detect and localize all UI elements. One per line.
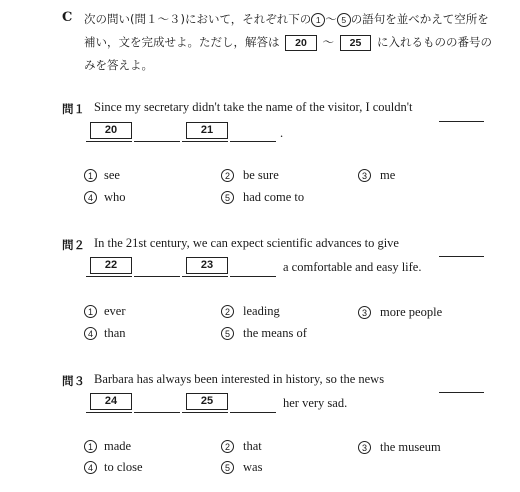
circled-number: 5 (337, 13, 351, 27)
option-text: than (104, 326, 126, 340)
answer-box: 20 (90, 122, 132, 139)
instruction-text: ～ (322, 35, 334, 49)
option-text: was (243, 460, 263, 474)
option-number: 4 (84, 461, 97, 474)
option-number: 4 (84, 327, 97, 340)
option-number: 1 (84, 440, 97, 453)
blank-line (230, 276, 276, 277)
option-number: 3 (358, 441, 371, 454)
option-text: more people (380, 305, 443, 319)
sentence-end: a comfortable and easy life. (283, 260, 422, 274)
blank-line (134, 141, 180, 142)
option-number: 4 (84, 191, 97, 204)
option-text: see (104, 168, 120, 182)
answer-box-start: 20 (285, 35, 317, 51)
option-number: 3 (358, 169, 371, 182)
option-text: had come to (243, 190, 305, 204)
option-number: 5 (221, 461, 234, 474)
blank-line (134, 276, 180, 277)
option-text: the means of (243, 326, 307, 340)
instruction-text: の語句を並べかえて空所を (350, 12, 489, 26)
option-text: be sure (243, 168, 279, 182)
option-number: 3 (358, 306, 371, 319)
option-text: ever (104, 304, 126, 318)
option-text: to close (104, 460, 143, 474)
option-text: that (243, 439, 262, 453)
circled-number: 1 (311, 13, 325, 27)
option-number: 1 (84, 305, 97, 318)
option-text: who (104, 190, 126, 204)
option-number: 5 (221, 327, 234, 340)
answer-box-end: 25 (340, 35, 372, 51)
blank-line (230, 141, 276, 142)
blank-line (230, 412, 276, 413)
blank-line (86, 412, 132, 413)
blank-line (439, 256, 484, 257)
blank-line (86, 141, 132, 142)
option-number: 1 (84, 169, 97, 182)
blank-line (86, 276, 132, 277)
instruction-text: に入れるものの番号の (377, 35, 492, 49)
instruction-text: 次の問い(問１～３)において，それぞれ下の (84, 12, 312, 26)
answer-box: 22 (90, 257, 132, 274)
option-text: leading (243, 304, 280, 318)
answer-box: 24 (90, 393, 132, 410)
option-text: me (380, 168, 396, 182)
answer-box: 23 (186, 257, 228, 274)
sentence-end: . (280, 126, 284, 140)
blank-line (182, 412, 228, 413)
blank-line (134, 412, 180, 413)
option-number: 5 (221, 191, 234, 204)
question-text: Since my secretary didn't take the name of the visitor, I couldn't (94, 100, 413, 114)
section-label: C (62, 10, 73, 25)
sentence-end: her very sad. (283, 396, 348, 410)
blank-line (182, 141, 228, 142)
question-text: Barbara has always been interested in history, so the news (94, 372, 385, 386)
question-label: 問２ (62, 238, 85, 252)
option-number: 2 (221, 440, 234, 453)
instruction-text: ～ (325, 12, 337, 26)
instruction-text: 補い，文を完成せよ。ただし，解答は (84, 35, 280, 49)
question-label: 問３ (62, 374, 85, 388)
option-number: 2 (221, 169, 234, 182)
option-text: made (104, 439, 132, 453)
blank-line (439, 392, 484, 393)
instruction-line-1 (84, 11, 489, 27)
answer-box: 21 (186, 122, 228, 139)
blank-line (182, 276, 228, 277)
option-text: the museum (380, 440, 441, 454)
option-number: 2 (221, 305, 234, 318)
instruction-line-2 (84, 34, 492, 51)
blank-line (439, 121, 484, 122)
instruction-line-3: みを答えよ。 (84, 58, 153, 72)
question-label: 問１ (62, 102, 85, 116)
answer-box: 25 (186, 393, 228, 410)
question-text: In the 21st century, we can expect scientific advances to give (94, 236, 399, 250)
